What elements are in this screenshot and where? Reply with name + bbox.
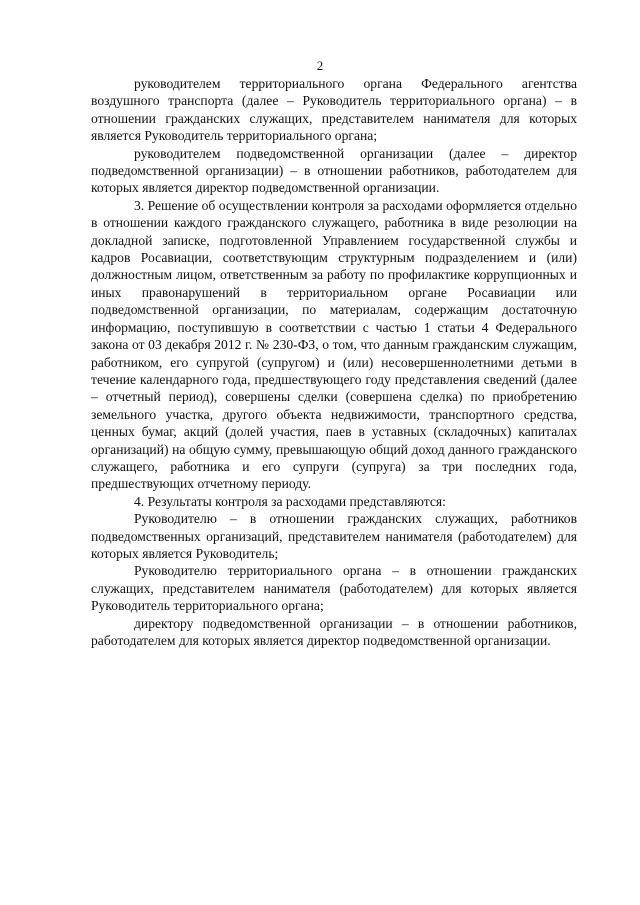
paragraph-results-head: Руководителю – в отношении гражданских служащих, работников подведомственных организаций, представителем нанимателя (работодателем) для которых является Руководитель; [91, 511, 577, 561]
paragraph-results-territorial: Руководителю территориального органа – в отношении гражданских служащих, представителем нанимателя (работодателем) для которых является Руководитель территориального органа; [91, 563, 577, 614]
paragraph-results-director: директору подведомственной организации – в отношении работников, работодателем для которых является директор подведомственной организации. [91, 615, 577, 648]
paragraph-control-decision: 3. Решение об осуществлении контроля за расходами оформляется отдельно в отношении каждого гражданского служащего, работника в виде резолюции на докладной записке, подготовленной Управлением государственной службы и кадров Росавиации, соответствующим структурным подразделением и (или) должностным лицом, ответственным за работу по профилактике коррупционных и иных правонарушений в территориальном органе Росавиации или подведомственной организации, по материалам, содержащим достаточную информацию, поступившую в соответствии с частью 1 статьи 4 Федерального закона от 03 декабря 2012 г. № 230-ФЗ, о том, что данным гражданским служащим, работником, его супругой (супругом) и (или) несовершеннолетними детьми в течение календарного года, предшествующего году представления сведений (далее – отчетный период), совершены сделки (совершена сделка) по приобретению земельного участка, другого объекта недвижимости, транспортного средства, ценных бумаг, акций (долей участия, паев в уставных (складочных) капиталах организаций) на общую сумму, превышающую общий доход данного гражданского служащего, работника и его супруги (супруга) за три последних года, предшествующих отчетному периоду. [91, 197, 577, 492]
paragraph-territorial-head: руководителем территориального органа Федерального агентства воздушного транспорта (далее – Руководитель территориального органа) – в отношении гражданских служащих, представителем нанимателя для которых является Руководитель территориального органа; [91, 76, 577, 144]
document-body [91, 75, 577, 649]
paragraph-subordinate-director: руководителем подведомственной организации (далее – директор подведомственной организации) – в отношении работников, работодателем для которых является директор подведомственной организации. [91, 145, 577, 196]
page-number: 2 [316, 58, 324, 73]
paragraph-results-intro: 4. Результаты контроля за расходами представляются: [134, 493, 446, 509]
